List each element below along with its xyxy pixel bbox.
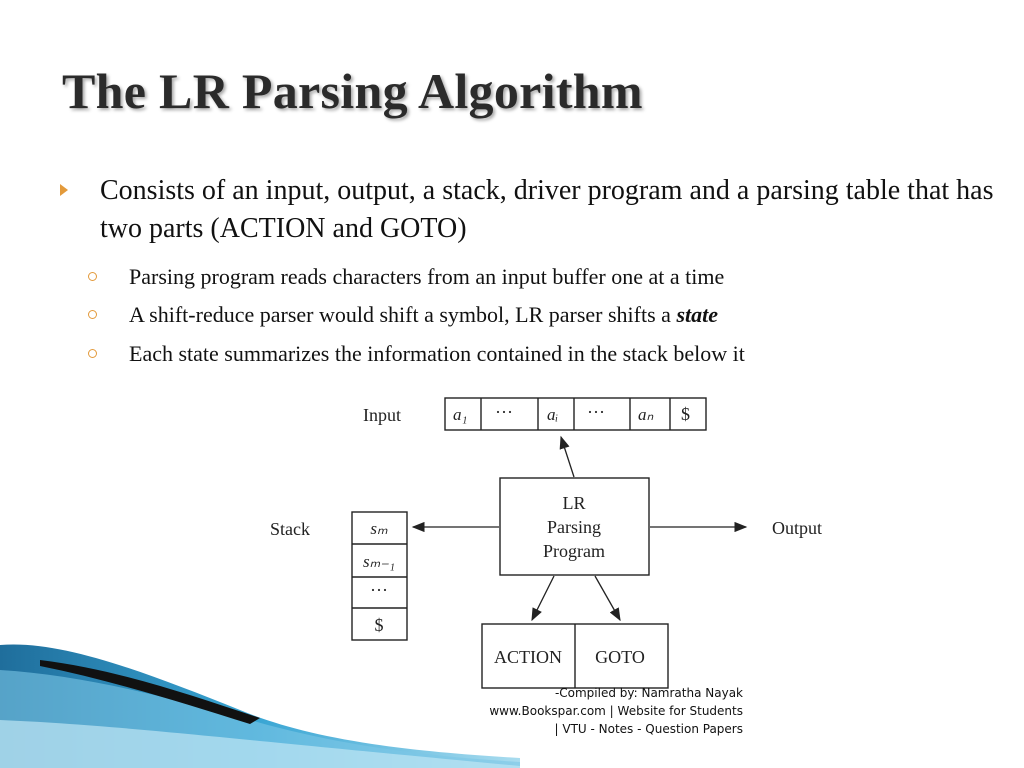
program-label-line: Parsing bbox=[547, 517, 601, 537]
bullet-ring-icon bbox=[88, 349, 97, 358]
stack-cell: sₘ₋₁ bbox=[362, 552, 396, 571]
bullet-ring-icon bbox=[88, 310, 97, 319]
output-label: Output bbox=[772, 518, 823, 538]
bullet-arrow-icon bbox=[60, 184, 68, 196]
stack-cell: ··· bbox=[370, 580, 388, 600]
sub-bullet-text: Each state summarizes the information contained in the stack below it bbox=[129, 341, 745, 366]
arrow-program-to-action bbox=[532, 576, 554, 620]
slide-title: The LR Parsing Algorithm bbox=[62, 63, 643, 119]
input-cell: $ bbox=[681, 404, 690, 424]
sub-bullet-text: Parsing program reads characters from an input buffer one at a time bbox=[129, 264, 725, 289]
stack-label: Stack bbox=[270, 519, 310, 539]
input-cell: a₁ bbox=[453, 405, 468, 424]
sub-bullet-2 bbox=[88, 301, 988, 329]
sub-bullet-3 bbox=[88, 340, 988, 368]
table-action-label: ACTION bbox=[494, 647, 562, 667]
sub-bullet-emphasis: state bbox=[676, 302, 718, 327]
decorative-wave bbox=[0, 600, 520, 768]
program-label-line: LR bbox=[562, 493, 586, 513]
stack-cell: sₘ bbox=[370, 519, 388, 538]
input-cell: aᵢ bbox=[547, 405, 559, 424]
arrow-program-to-input bbox=[561, 437, 574, 477]
sub-bullet-text-plain: A shift-reduce parser would shift a symbol, LR parser shifts a bbox=[129, 302, 677, 327]
main-bullet bbox=[60, 172, 1010, 248]
input-cell: ··· bbox=[495, 402, 513, 422]
footer-credit: -Compiled by: Namratha Nayak www.Bookspar.com | Website for Students | VTU - Notes - Question Papers bbox=[489, 686, 743, 736]
arrow-program-to-goto bbox=[595, 576, 620, 620]
input-label: Input bbox=[363, 405, 401, 425]
main-bullet-text: Consists of an input, output, a stack, driver program and a parsing table that has two parts (ACTION and GOTO) bbox=[100, 175, 994, 244]
stack-cell: $ bbox=[374, 615, 384, 635]
table-goto-label: GOTO bbox=[595, 647, 645, 667]
program-label-line: Program bbox=[543, 541, 605, 561]
sub-bullet-text bbox=[129, 301, 988, 329]
input-cell: aₙ bbox=[638, 405, 654, 424]
bullet-ring-icon bbox=[88, 272, 97, 281]
sub-bullet-1 bbox=[88, 263, 988, 291]
input-buffer bbox=[445, 398, 706, 430]
input-cell: ··· bbox=[587, 402, 605, 422]
